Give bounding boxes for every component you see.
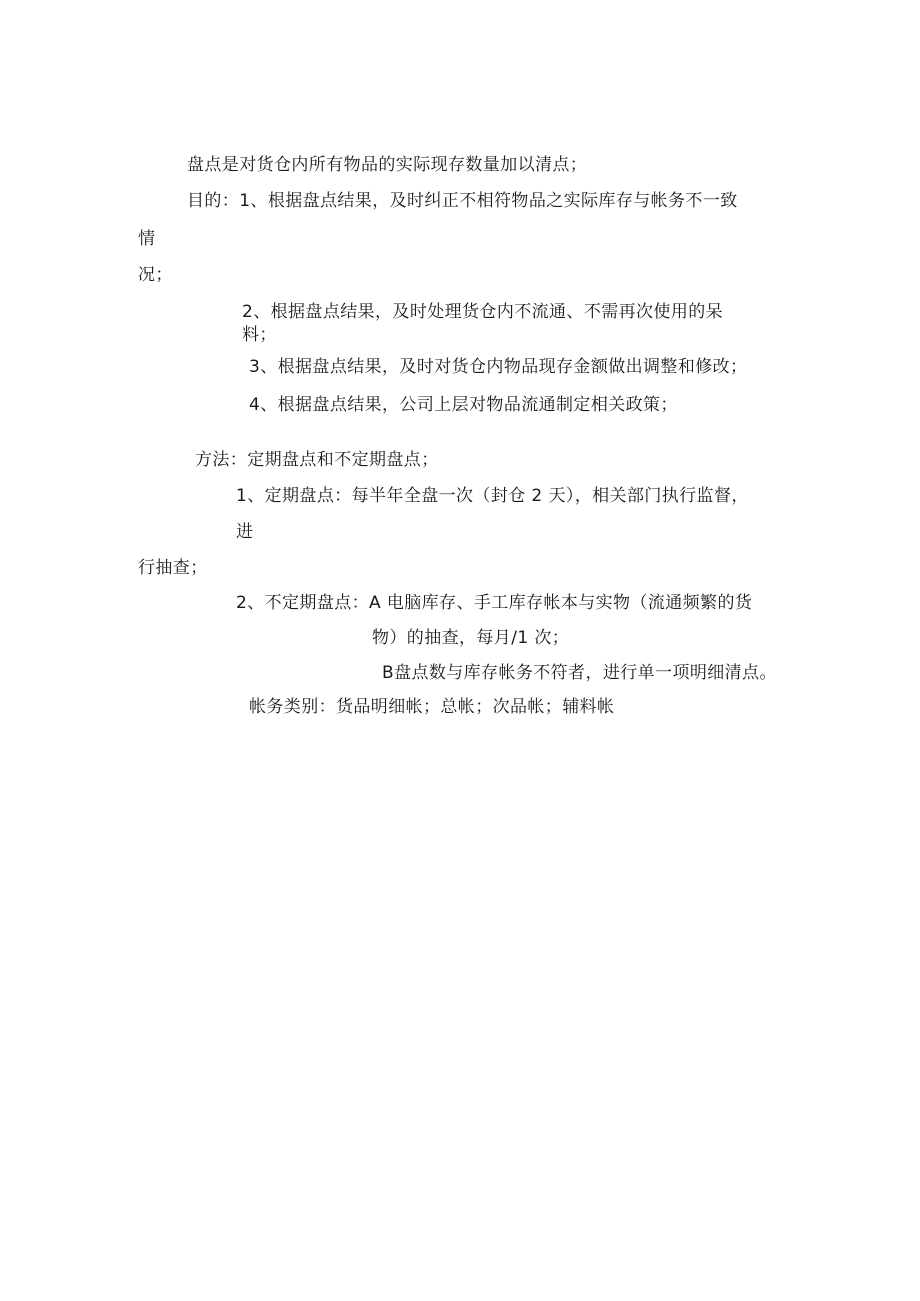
method-item-1: 1、定期盘点：每半年全盘一次（封仓 2 天），相关部门执行监督， bbox=[236, 486, 749, 506]
method-item-2-continuation: 物）的抽查，每月/1 次； bbox=[372, 628, 570, 648]
purpose-item-2-continuation: 料； bbox=[242, 325, 277, 345]
purpose-item-1: 目的：1、根据盘点结果，及时纠正不相符物品之实际库存与帐务不一致 bbox=[187, 191, 738, 211]
purpose-item-1-continuation: 情 bbox=[138, 229, 156, 249]
intro-paragraph: 盘点是对货仓内所有物品的实际现存数量加以清点； bbox=[187, 155, 588, 175]
purpose-item-4: 4、根据盘点结果，公司上层对物品流通制定相关政策； bbox=[249, 395, 678, 415]
method-item-1-continuation-2: 行抽查； bbox=[138, 558, 208, 578]
purpose-item-2: 2、根据盘点结果，及时处理货仓内不流通、不需再次使用的呆 bbox=[242, 302, 724, 322]
method-heading: 方法：定期盘点和不定期盘点； bbox=[195, 450, 439, 470]
purpose-item-3: 3、根据盘点结果，及时对货仓内物品现存金额做出调整和修改； bbox=[249, 357, 748, 377]
method-item-1-continuation: 进 bbox=[236, 522, 254, 542]
purpose-item-1-continuation-2: 况； bbox=[138, 265, 173, 285]
account-categories: 帐务类别：货品明细帐；总帐；次品帐；辅料帐 bbox=[249, 697, 615, 717]
method-item-2-subitem-b: B盘点数与库存帐务不符者，进行单一项明细清点。 bbox=[382, 663, 777, 683]
method-item-2: 2、不定期盘点：A 电脑库存、手工库存帐本与实物（流通频繁的货 bbox=[236, 593, 753, 613]
